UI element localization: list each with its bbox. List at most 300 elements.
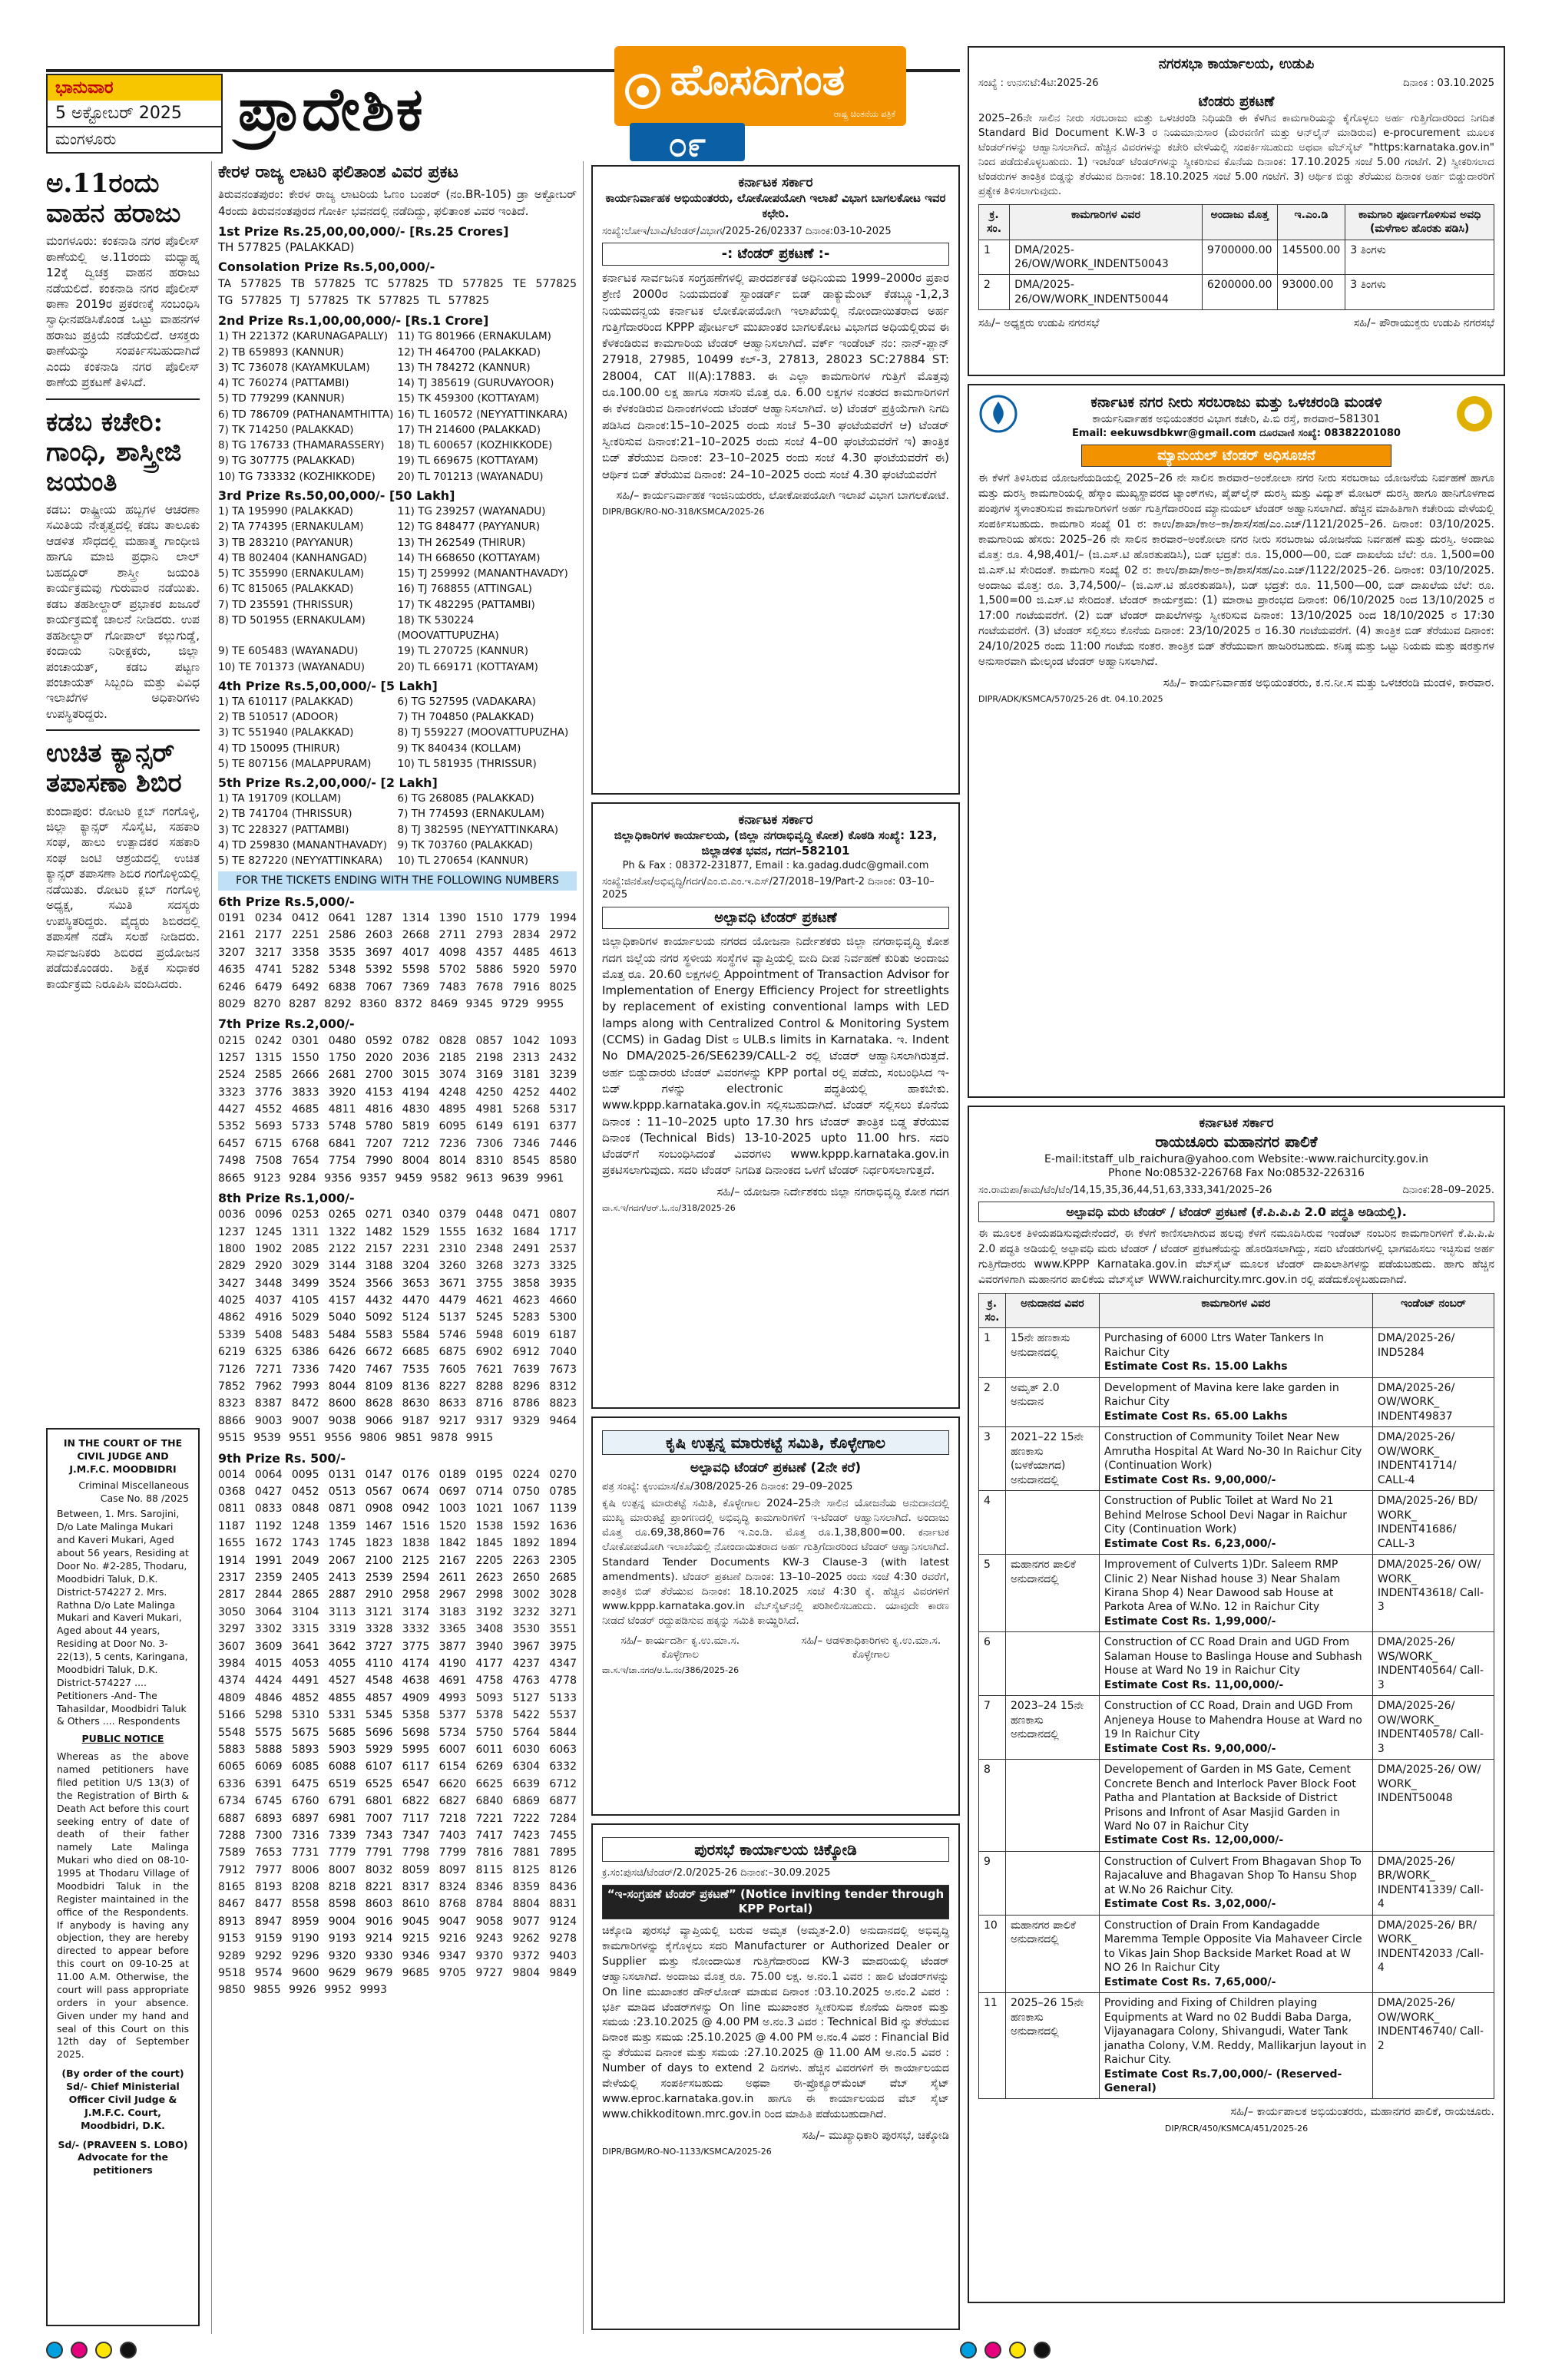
tender-ref-no: ಸಂಖ್ಯೆ:ಲೋಇ/ಬಾವಿ/ಟೆಂಡರ್/ವಿಭಾಗ/2025-26/02337 ದಿನಾಂಕ:03-10-2025	[602, 226, 892, 238]
table-cell-indent-text: DMA/2025-26/ OW/ WORK_ INDENT43618/ Call-3	[1377, 1559, 1484, 1614]
table-cell-grant	[1005, 1993, 1099, 2099]
table-row	[979, 1427, 1494, 1491]
tender-date: ದಿನಾಂಕ : 03.10.2025	[1403, 77, 1494, 89]
prize-entry: 10) TE 701373 (WAYANADU)	[218, 660, 366, 673]
prize-entry: 18) TK 530224 (MOOVATTUPUZHA)	[397, 613, 499, 642]
court-parties: Between, 1. Mrs. Sarojini, D/o Late Malinga Mukari and Kaveri Mukari, Aged about 56 years, Residing at Door No. #2-285, Thodaru, Moodbidri Taluk, D.K. District-574227 2. Mrs. Rathna D/o Late Malinga Mukari and Kaveri Mukari, Aged about 44 years, Residing at Door No. 3-22(13), 5 cents, Karingana, Moodbidri Taluk, D.K. District-574227 .... Petitioners -And- The Tahasildar, Moodbidri Taluk & Others .... Respondents	[57, 1508, 189, 1727]
table-cell-grant	[1005, 1377, 1099, 1426]
prize-3-list	[218, 504, 577, 675]
work-estimate: Estimate Cost Rs. 9,00,000/-	[1104, 1473, 1276, 1486]
table-cell-work	[1099, 1377, 1372, 1426]
table-cell: 93000.00	[1277, 275, 1345, 310]
prize-entry: 4) TD 259830 (MANANTHAVADY)	[218, 838, 388, 851]
work-estimate: Estimate Cost Rs. 11,00,000/-	[1104, 1678, 1284, 1691]
table-cell-indent	[1372, 1491, 1494, 1555]
tender-title: ಮ್ಯಾನುಯಲ್ ಟೆಂಡರ್ ಅಧಿಸೂಚನೆ	[1081, 445, 1391, 468]
prize-entry: 18) TL 600657 (KOZHIKKODE)	[397, 439, 553, 452]
table-cell-indent-text: DMA/2025-26/ OW/WORK_ INDENT40578/ Call-3	[1377, 1700, 1484, 1755]
tender-ref-no: ಸಂಖ್ಯೆ : ಉನಸ:ಟೆ:4ಟಿ:2025-26	[978, 77, 1099, 89]
table-row	[979, 1993, 1494, 2099]
header-city: ಮಂಗಳೂರು	[48, 126, 221, 150]
table-cell-grant	[1005, 1427, 1099, 1491]
table-cell-indent	[1372, 1696, 1494, 1760]
tender-body: ಕರ್ನಾಟಕ ಸಾರ್ವಜನಿಕ ಸಂಗ್ರಹಣೆಗಳಲ್ಲಿ ಪಾರದರ್ಶಕತೆ ಅಧಿನಿಯಮ 1999–2000ರ ಪ್ರಕಾರ ಶ್ರೇಣಿ 2000ರ ನಿಯಮದಂತೆ ಸ್ಟಾಂಡರ್ಡ್ ಬಿಡ್ ಡಾಕ್ಯುಮೆಂಟ್ ಕೆಡಬ್ಲ್ಯೂ-1,2,3 ನಿಯಮದನ್ವಯ ಕರ್ನಾಟಕ ಲೋಕೋಪಯೋಗಿ ಇಲಾಖೆಯಲ್ಲಿ ನೋಂದಾಯಿತರಾದ ಅರ್ಹ ಗುತ್ತಿಗೆದಾರರಿಂದ KPPP ಪೋರ್ಟಲ್ ಮುಖಾಂತರ ಬಾಗಲಕೋಟ ವಿಭಾಗದ ಅಧಿಯಲ್ಲಿರುವ ಈ ಕೆಳಕಂಡಿರುವ ಕಾಮಗಾರಿಯ ಟೆಂಡರ್ ಆಹ್ವಾನಿಸಲಾಗಿದೆ. ವರ್ಕ್ ಇಂಡೆಂಟ್ ನಂ: ನಾನ್-ಪ್ಲಾನ್ 27918, 27985, 10499 ಕಲ್‌-3, 27813, 28023 SC:27884 ST: 28004, CAT II(A):17883. ಈ ಎಲ್ಲಾ ಕಾಮಗಾರಿಗಳ ಗುತ್ತಿಗೆ ಮೊತ್ತವು ರೂ.100.00 ಲಕ್ಷ ಹಾಗೂ ಸರಾಸರಿ ಮೊತ್ತ ರೂ. 6.00 ಲಕ್ಷಗಳ ನಂತರದ ಕಾಮಗಾರಿಗಳಿಗೆ ಈ ಕೆಳಕಂಡಿರುವ ದಿನಾಂಕಗಳಂದು ಟೆಂಡರ್ ಆಹ್ವಾನಿಸಲಾಗಿದೆ. ಅ) ಟೆಂಡರ್ ಪ್ರಕ್ರಿಯೆಗಾಗಿ ನಿಗದಿ ಪಡಿಸಿದ ದಿನಾಂಕ:15–10–2025 ರಂದು ಸಂಜೆ 5–30 ಘಂಟೆಯವರೆಗೆ ಆ) ಟೆಂಡರ್ ಸ್ವೀಕರಿಸುವ ದಿನಾಂಕ:21–10–2025 ರಂದು ಸಂಜೆ 4–00 ಘಂಟೆಯವರೆಗೆ ಇ) ತಾಂತ್ರಿಕ ಬಿಡ್ ತೆರೆಯುವ ದಿನಾಂಕ: 23–10–2025 ರಂದು ಸಂಜೆ 4.30 ಘಂಟೆಯವರೆಗೆ ಈ) ಆರ್ಥಿಕ ಬಿಡ್ ತೆರೆಯುವ ದಿನಾಂಕ: 24–10–2025 ರಂದು ಸಂಜೆ 4.30 ಘಂಟೆಯವರೆಗೆ	[602, 270, 949, 481]
prize-entry: 7) TK 714250 (PALAKKAD)	[218, 423, 354, 436]
prize-entry: 10) TL 581935 (THRISSUR)	[397, 757, 537, 770]
work-estimate: Estimate Cost Rs. 6,23,000/-	[1104, 1537, 1276, 1550]
court-advocate: Sd/- (PRAVEEN S. LOBO) Advocate for the petitioners	[58, 2138, 188, 2177]
work-description: Construction of CC Road, Drain and UGD From Anjeneya House to Mahendra House at Ward no 19 In Raichur City	[1104, 1700, 1362, 1741]
table-cell-grant	[1005, 1491, 1099, 1555]
tender-signature-admin: ಸಹಿ/– ಆಡಳಿತಾಧಿಕಾರಿಗಳು ಕೃ.ಉ.ಮಾ.ಸ. ಕೊಳ್ಳೇಗಾಲ	[801, 1635, 941, 1661]
tender-body: 2025–26ನೇ ಸಾಲಿನ ನೀರು ಸರಬರಾಜು ಮತ್ತು ಒಳಚರಂಡಿ ನಿಧಿಯಡಿ ಈ ಕೆಳಗಿನ ಕಾಮಗಾರಿಯನ್ನು ಕೈಗೊಳ್ಳಲು ಅರ್ಹ ಗುತ್ತಿಗೆದಾರರಿಂದ ನಿಗದಿತ Standard Bid Document K.W-3 ರ ನಿಯಮಾನುಸಾರ (ಮೆರವಣಿಗೆ ಮತ್ತು ಆನ್‌ಲೈನ್ ಮಾಡಿರುವ) e-procurement ಮೂಲಕ ಟೆಂಡರ್‌ಗಳನ್ನು ಆಹ್ವಾನಿಸಲಾಗಿದೆ. ಹೆಚ್ಚಿನ ವಿವರಗಳನ್ನು ಕಚೇರಿ ವೇಳೆಯಲ್ಲಿ ಸಂಪರ್ಕಿಸಬಹುದು ಅಥವಾ ವೆಬ್‌ಸೈಟ್ "https:karnataka.gov.in" ನಿಂದ ಪಡೆದುಕೊಳ್ಳಬಹುದು. 1) ಇಂಟೆಂಡ್ ಟೆಂಡರ್‌ಗಳನ್ನು ಸ್ವೀಕರಿಸುವ ಕೊನೆಯ ದಿನಾಂಕ: 17.10.2025 ಸಂಜೆ 5.00 ಗಂಟೆಗೆ. 2) ಸ್ವೀಕರಿಸಲಾದ ಟೆಂಡರುಗಳ ತಾಂತ್ರಿಕ ಬಿಡ್ಡನ್ನು ತೆರೆಯುವ ದಿನಾಂಕ: 18.10.2025 ಸಂಜೆ 5.00 ಗಂಟೆಗೆ. 3) ಆರ್ಥಿಕ ಬಿಡ್ಡು ತೆರೆಯುವ ದಿನಾಂಕ ಅರ್ಹ ಬಿಡ್ಡುದಾರರಿಗೆ ಪ್ರತ್ಯೇಕ ತಿಳಿಸಲಾಗುವುದು.	[978, 111, 1494, 198]
table-header-cell: ಕ್ರ. ಸಂ.	[979, 1293, 1006, 1328]
table-cell-indent	[1372, 1377, 1494, 1426]
prize-entry: 20) TL 669171 (KOTTAYAM)	[397, 660, 538, 673]
tender-gov: ಕರ್ನಾಟಕ ಸರ್ಕಾರ	[738, 812, 813, 828]
work-description: Construction of Drain From Kandagadde Maremma Temple Opposite Via Mahaveer Circle to Vikas Jain Shop Backside Market Road at W NO 26 In Raichur City	[1104, 1919, 1362, 1975]
table-cell-grant	[1005, 1915, 1099, 1992]
table-cell-sl	[979, 1377, 1006, 1426]
prize-entry: 5) TD 779299 (KANNUR)	[218, 392, 345, 405]
work-estimate: Estimate Cost Rs. 1,99,000/-	[1104, 1615, 1276, 1628]
tender-office: ಪುರಸಭೆ ಕಾರ್ಯಾಲಯ ಚಿಕ್ಕೋಡಿ	[602, 1837, 949, 1862]
tender-meta	[978, 1184, 1494, 1197]
table-row	[979, 1328, 1494, 1377]
prize-entry: 16) TL 160572 (NEYYATTINKARA)	[397, 408, 568, 421]
work-description: Providing and Fixing of Children playing Equipments at Ward no 02 Buddi Baba Darga, Vijayanagara Colony, Shivangudi, Water Tank janatha Colony, V.M. Reddy, Mallikarjun layout in Raichur City.	[1104, 1997, 1367, 2067]
prize-6-numbers: 0191 0234 0412 0641 1287 1314 1390 1510 1779 1994 2161 2177 2251 2586 2603 2668 2711 2793 2834 2972 3207 3217 3358 3535 3697 4017 4098 4357 4485 4613 4635 4741 5282 5348 5392 5598 5702 5886 5920 5970 6246 6479 6492 6838 7067 7369 7483 7678 7916 8025 8029 8270 8287 8292 8360 8372 8469 9345 9729 9955	[218, 912, 577, 1010]
registration-mark	[960, 2342, 977, 2359]
prize-entry: 19) TL 270725 (KANNUR)	[397, 645, 528, 658]
table-cell-grant-text: ಮಹಾನಗರ ಪಾಲಿಕೆ ಅನುದಾನದಲ್ಲಿ	[1010, 1559, 1076, 1585]
table-cell-sl	[979, 1555, 1006, 1632]
registration-mark	[71, 2342, 88, 2359]
table-cell: DMA/2025-26/OW/WORK_INDENT50044	[1010, 275, 1203, 310]
prize-entry: 9) TK 840434 (KOLLAM)	[397, 742, 521, 755]
work-description: Construction of Culvert From Bhagavan Shop To Rajacaluve and Bhagavan Shop To Hansu Shop at W.No 26 Raichur City.	[1104, 1855, 1362, 1896]
court-notice-title: PUBLIC NOTICE	[81, 1733, 164, 1745]
table-cell-sl-text: 7	[984, 1700, 991, 1713]
tender-apmc-kollegal	[591, 1416, 960, 1816]
table-cell-indent-text: DMA/2025-26/ BD/ WORK_ INDENT41686/ CALL-3	[1377, 1495, 1477, 1550]
section-title: ಪ್ರಾದೇಶಿಕ	[238, 74, 425, 144]
table-cell-indent-text: DMA/2025-26/ OW/WORK_ INDENT49837	[1377, 1381, 1455, 1423]
table-row	[979, 240, 1494, 275]
certification-badge-icon	[1454, 394, 1494, 438]
registration-marks-right	[960, 2342, 1051, 2359]
table-cell: 9700000.00	[1202, 240, 1277, 275]
table-cell-sl-text: 4	[984, 1495, 991, 1508]
tender-dipr-ref: DIP/RCR/450/KSMCA/451/2025-26	[1164, 2123, 1309, 2134]
table-cell-sl	[979, 1760, 1006, 1852]
news-body: ಮಂಗಳೂರು: ಕಂಕನಾಡಿ ನಗರ ಪೊಲೀಸ್ ಠಾಣೆಯಲ್ಲಿ ಅ.11ರಂದು ಮಧ್ಯಾಹ್ನ 12ಕ್ಕೆ ದ್ವಿಚಕ್ರ ವಾಹನ ಹರಾಜು ನಡೆಯಲಿದೆ. ಕಂಕನಾಡಿ ನಗರ ಪೊಲೀಸ್ ಠಾಣಾ 2019ರ ಪ್ರಕರಣಕ್ಕೆ ಸಂಬಂಧಿಸಿ ಸ್ವಾಧೀನಪಡಿಸಿಕೊಂಡ ಒಟ್ಟು ವಾಹನಗಳ ಹರಾಜು ಪ್ರಕ್ರಿಯೆ ನಡೆಯಲಿದೆ. ಆಸಕ್ತರು ಠಾಣೆಯನ್ನು ಸಂಪರ್ಕಿಸಬಹುದಾಗಿದೆ ಎಂದು ಕಂಕನಾಡಿ ನಗರ ಪೊಲೀಸ್ ಠಾಣೆಯ ಪ್ರಕಟಣೆ ತಿಳಿಸಿದೆ.	[46, 234, 200, 390]
prize-entry: 10) TL 270654 (KANNUR)	[397, 854, 528, 868]
table-cell-grant-text: 2021–22 15ನೇ ಹಣಕಾಸು (ಬಳಕೆಯಾಗದ) ಅನುದಾನದಲ್ಲಿ	[1010, 1431, 1084, 1486]
prize-entry: 17) TH 214600 (PALAKKAD)	[397, 423, 541, 436]
tender-gadag-dudc	[591, 802, 960, 1409]
news-gandhi-jayanti	[46, 408, 200, 732]
table-cell-grant-text: 2025–26 15ನೇ ಹಣಕಾಸು ಅನುದಾನದಲ್ಲಿ	[1010, 1997, 1084, 2038]
consolation-heading: Consolation Prize Rs.5,00,000/-	[218, 259, 435, 275]
prize-entry: 4) TC 760274 (PATTAMBI)	[218, 377, 349, 390]
table-cell-indent	[1372, 1915, 1494, 1992]
table-row	[979, 1377, 1494, 1426]
tender-title: ಟೆಂಡರು ಪ್ರಕಟಣೆ	[1198, 93, 1275, 110]
table-cell: 3 ತಿಂಗಳು	[1345, 240, 1494, 275]
table-row	[979, 1491, 1494, 1555]
table-cell-work	[1099, 1915, 1372, 1992]
consolation-numbers: TA 577825 TB 577825 TC 577825 TD 577825 TE 577825 TG 577825 TJ 577825 TK 577825 TL 577825	[218, 277, 577, 307]
prize-5-list	[218, 791, 577, 868]
tender-address: ಕಾರ್ಯನಿರ್ವಾಹಕ ಅಭಿಯಂತರರ ವಿಭಾಗ ಕಚೇರಿ, ಪಿ.ಬಿ ರಸ್ತೆ, ಕಾರವಾರ–581301	[1092, 413, 1381, 426]
tender-title: ಅಲ್ಪಾವಧಿ ಮರು ಟೆಂಡರ್ / ಟೆಂಡರ್ ಪ್ರಕಟಣೆ (ಕೆ.ಪಿ.ಪಿ.ಪಿ 2.0 ಪದ್ಧತಿ ಅಡಿಯಲ್ಲಿ).	[978, 1202, 1494, 1222]
table-cell-indent-text: DMA/2025-26/ BR/ WORK_ INDENT42033 /Call-4	[1377, 1919, 1484, 1975]
table-cell-indent-text: DMA/2025-26/ OW/WORK_ INDENT41714/ CALL-4	[1377, 1431, 1457, 1486]
prize-entry: 12) TG 848477 (PAYYANUR)	[397, 521, 541, 534]
header-date-block	[46, 74, 223, 154]
tender-signatures	[602, 1635, 949, 1662]
prize-entry: 17) TK 482295 (PATTAMBI)	[397, 598, 535, 611]
table-cell-grant-text: 15ನೇ ಹಣಕಾಸು ಅನುದಾನದಲ್ಲಿ	[1010, 1332, 1070, 1359]
table-header-cell: ಅಂದಾಜು ಮೊತ್ತ	[1202, 204, 1277, 240]
tender-office: ಕರ್ನಾಟಕ ನಗರ ನೀರು ಸರಬರಾಜು ಮತ್ತು ಒಳಚರಂಡಿ ಮಂಡಳಿ	[1090, 394, 1382, 411]
prize-entry: 1) TA 191709 (KOLLAM)	[218, 792, 342, 805]
tender-udupi-cmc	[968, 46, 1505, 376]
prize-entry: 19) TL 669675 (KOTTAYAM)	[397, 455, 538, 468]
tender-office: ಜಿಲ್ಲಾಧಿಕಾರಿಗಳ ಕಾರ್ಯಾಲಯ, (ಜಿಲ್ಲಾ ನಗರಾಭಿವೃದ್ಧಿ ಕೋಶ) ಕೊಠಡಿ ಸಂಖ್ಯೆ: 123, ಜಿಲ್ಲಾಡಳಿತ ಭವನ, ಗದಗ–582101	[614, 828, 938, 858]
prize-6-heading: 6th Prize Rs.5,000/-	[218, 894, 355, 909]
table-cell-work	[1099, 1328, 1372, 1377]
registration-mark	[1034, 2342, 1051, 2359]
table-cell: 2	[979, 275, 1010, 310]
table-header-cell: ಕಾಮಗಾರಿ ಪೂರ್ಣಗೊಳಿಸುವ ಅವಧಿ (ಮಳೆಗಾಲ ಹೊರತು ಪಡಿಸಿ)	[1345, 204, 1494, 240]
tender-signature: ಸಹಿ/– ಕಾರ್ಯನಿರ್ವಾಹಕ ಇಂಜಿನಿಯರರು, ಲೋಕೋಪಯೋಗಿ ಇಲಾಖೆ ವಿಭಾಗ ಬಾಗಲಕೋಟೆ.	[616, 489, 949, 502]
prize-entry: 6) TG 527595 (VADAKARA)	[397, 695, 536, 708]
ending-numbers-band: FOR THE TICKETS ENDING WITH THE FOLLOWING NUMBERS	[218, 871, 577, 890]
prize-entry: 4) TD 150095 (THIRUR)	[218, 742, 340, 755]
table-header-cell: ಅನುದಾನದ ವಿವರ	[1005, 1293, 1099, 1328]
tender-gov: ಕರ್ನಾಟಕ ಸರ್ಕಾರ	[1199, 1116, 1274, 1131]
prize-9-numbers: 0014 0064 0095 0131 0147 0176 0189 0195 0224 0270 0368 0427 0452 0513 0567 0674 0697 0714 0750 0785 0811 0833 0848 0871 0908 0942 1003 1021 1067 1139 1187 1192 1248 1359 1467 1516 1520 1538 1592 1636 1655 1672 1743 1745 1823 1838 1842 1845 1892 1894 1914 1991 2049 2067 2100 2125 2167 2205 2263 2305 2317 2359 2405 2413 2539 2594 2611 2623 2650 2685 2817 2844 2865 2887 2910 2958 2967 2998 3002 3028 3050 3064 3104 3113 3121 3174 3183 3192 3232 3271 3297 3302 3315 3319 3328 3332 3365 3408 3530 3551 3607 3609 3641 3642 3727 3775 3877 3940 3967 3975 3984 4015 4053 4055 4110 4174 4190 4177 4237 4347 4374 4424 4491 4527 4548 4638 4691 4758 4763 4778 4809 4846 4852 4855 4857 4909 4993 5093 5127 5133 5166 5298 5310 5331 5345 5358 5377 5378 5422 5537 5548 5575 5675 5685 5696 5698 5734 5750 5764 5844 5883 5888 5893 5903 5929 5995 6007 6011 6030 6063 6065 6069 6085 6088 6107 6117 6154 6269 6304 6332 6336 6391 6475 6519 6525 6547 6620 6625 6639 6712 6734 6745 6760 6791 6801 6822 6827 6840 6869 6877 6887 6893 6897 6981 7007 7117 7218 7221 7222 7284 7288 7300 7316 7339 7343 7347 7403 7417 7423 7455 7589 7653 7731 7779 7791 7798 7799 7816 7881 7895 7912 7977 8006 8007 8032 8059 8097 8115 8125 8126 8165 8193 8208 8218 8221 8317 8324 8346 8359 8436 8467 8477 8558 8598 8603 8610 8768 8784 8804 8831 8913 8947 8959 9004 9016 9045 9047 9058 9077 9124 9153 9159 9190 9193 9214 9215 9216 9243 9262 9278 9289 9292 9296 9320 9330 9346 9347 9370 9372 9403 9518 9574 9600 9629 9679 9685 9705 9727 9804 9849 9850 9855 9926 9952 9993	[218, 1468, 577, 1997]
column-news	[46, 169, 200, 1413]
prize-entry: 13) TH 262549 (THIRUR)	[397, 536, 526, 549]
prize-7-heading: 7th Prize Rs.2,000/-	[218, 1016, 355, 1032]
prize-entry: 5) TE 827220 (NEYYATTINKARA)	[218, 854, 383, 868]
table-cell-sl-text: 8	[984, 1764, 991, 1777]
court-signature: (By order of the court) Sd/- Chief Ministerial Officer Civil Judge & J.M.F.C. Court, Moodbidri, D.K.	[61, 2068, 184, 2131]
court-notice-body: Whereas as the above named petitioners have filed petition U/S 13(3) of the Registration of Birth & Death Act before this court seeking entry of date of death of their father namely Late Malinga Mukari who died on 08-10-1995 at Thodaru Village of Moodbidri Taluk in the Register maintained in the office of the Respondents. If anybody is having any objection, they are hereby directed to appear before this court on 09-10-25 at 11.00 A.M. Otherwise, the court will pass appropriate orders in your absence. Given under my hand and seal of this Court on this 12th day of September 2025.	[57, 1750, 189, 2061]
news-body: ಕಡಬ: ರಾಷ್ಟ್ರೀಯ ಹಬ್ಬಗಳ ಆಚರಣಾ ಸಮಿತಿಯ ನೇತೃತ್ವದಲ್ಲಿ ಕಡಬ ತಾಲೂಕು ಆಡಳಿತ ಸೌಧದಲ್ಲಿ ಮಹಾತ್ಮ ಗಾಂಧೀಜಿ ಹಾಗೂ ಮಾಜಿ ಪ್ರಧಾನಿ ಲಾಲ್ ಬಹದ್ದೂರ್ ಶಾಸ್ತ್ರೀ ಜಯಂತಿ ಕಾರ್ಯಕ್ರಮವು ಗುರುವಾರ ನಡೆಯಿತು. ಕಡಬ ತಹಶೀಲ್ದಾರ್ ಪ್ರಭಾಕರ ಖಜೂರೆ ಕಾರ್ಯಕ್ರಮಕ್ಕೆ ಚಾಲನೆ ನೀಡಿದರು. ಉಪ ತಹಶೀಲ್ದಾರ್ ಗೋಪಾಲ್ ಕಲ್ಲುಗುಡ್ಡೆ, ಕಂದಾಯ ನಿರೀಕ್ಷಕರು, ಜಿಲ್ಲಾ ಪಂಚಾಯತ್, ಕಡಬ ಪಟ್ಟಣ ಪಂಚಾಯತ್ ಸಿಬ್ಬಂದಿ ಮತ್ತು ವಿವಿಧ ಇಲಾಖೆಗಳ ಅಧಿಕಾರಿಗಳು ಉಪಸ್ಥಿತರಿದ್ದರು.	[46, 503, 200, 721]
kuwsdb-emblem-icon	[978, 394, 1018, 438]
table-cell-indent	[1372, 1993, 1494, 2099]
paper-name: ಹೊಸದಿಗಂತ	[670, 55, 845, 105]
lottery-title: ಕೇರಳ ರಾಜ್ಯ ಲಾಟರಿ ಫಲಿತಾಂಶ ವಿವರ ಪ್ರಕಟ	[218, 163, 458, 182]
tender-body: ಈ ಮೂಲಕ ತಿಳಿಯಪಡಿಸುವುದೇನೆಂದರೆ, ಈ ಕೆಳಗೆ ಕಾಣಿಸಲಾಗಿರುವ ಹಲವು ಕೆಳಗೆ ನಮೂದಿಸಿರುವ ಇಂಡೆಂಟ್ ನಂಬರಿನ ಕಾಮಗಾರಿಗಳಿಗೆ ಕೆ.ಪಿ.ಪಿ.ಪಿ 2.0 ಪದ್ಧತಿ ಅಡಿಯಲ್ಲಿ ಅಲ್ಪಾವಧಿ ಮರು ಟೆಂಡರ್ / ಟೆಂಡರ್ ಪ್ರಕಟಣೆಯನ್ನು ಹೊರಡಿಸಲಾಗಿದ್ದು, ಸದರಿ ಟೆಂಡರುಗಳಲ್ಲಿ ಭಾಗವಹಿಸಲು ಇಚ್ಛಿಸುವ ಅರ್ಹ ಗುತ್ತಿಗೆದಾರರು www.KPPP Karnataka.gov.in ವೆಬ್‌ಸೈಟ್ ಮೂಲಕ ಟೆಂಡರ್ ದಾಖಲಾತಿಗಳನ್ನು ಪಡೆಯಬಹುದು. ಹಾಗು ಹೆಚ್ಚಿನ ವಿವರಗಳಿಗಾಗಿ ಮಹಾನಗರ ಪಾಲಿಕೆಯ ವೆಬ್‌ಸೈಟ್ WWW.raichurcity.mrc.gov.in ರಲ್ಲಿ ಪಡೆದುಕೊಳ್ಳಬಹುದಾಗಿದೆ.	[978, 1228, 1494, 1286]
prize-7-numbers: 0215 0242 0301 0480 0592 0782 0828 0857 1042 1093 1257 1315 1550 1750 2020 2036 2185 2198 2313 2432 2524 2585 2666 2681 2700 3015 3074 3169 3181 3239 3323 3776 3833 3920 4153 4194 4248 4250 4252 4402 4427 4552 4685 4811 4816 4830 4895 4981 5268 5317 5352 5693 5733 5748 5780 5819 6095 6149 6191 6377 6457 6715 6768 6841 7207 7212 7236 7306 7346 7446 7498 7508 7654 7754 7990 8004 8014 8310 8545 8580 8665 9123 9284 9356 9357 9459 9582 9613 9639 9961	[218, 1034, 577, 1185]
table-header-cell: ಇಂಡೆಂಟ್ ನಂಬರ್	[1372, 1293, 1494, 1328]
prize-entry: 9) TK 703760 (PALAKKAD)	[397, 838, 534, 851]
prize-9-heading: 9th Prize Rs. 500/-	[218, 1450, 346, 1466]
table-header-cell: ಕಾಮಗಾರಿಗಳ ವಿವರ	[1099, 1293, 1372, 1328]
registration-mark	[120, 2342, 137, 2359]
prize-entry: 11) TG 801966 (ERNAKULAM)	[397, 330, 551, 343]
prize-entry: 7) TH 774593 (ERNAKULAM)	[397, 808, 545, 821]
work-description: Construction of Community Toilet Near New Amrutha Hospital At Ward No-30 In Raichur City (Continuation Work)	[1104, 1431, 1362, 1473]
tender-title: -: ಟೆಂಡರ್ ಪ್ರಕಟಣೆ :-	[602, 243, 949, 266]
prize-4-list	[218, 694, 577, 772]
news-title: ಅ.11ರಂದು ವಾಹನ ಹರಾಜು	[46, 169, 181, 230]
prize-entry: 1) TA 195990 (PALAKKAD)	[218, 505, 353, 517]
tender-signature-commissioner: ಸಹಿ/– ಪೌರಾಯುಕ್ತರು ಉಡುಪಿ ನಗರಸಭೆ	[1353, 317, 1494, 330]
table-cell-sl-text: 2	[984, 1381, 991, 1394]
registration-mark	[984, 2342, 1001, 2359]
tender-gov: ಕರ್ನಾಟಕ ಸರ್ಕಾರ	[738, 175, 813, 190]
prize-entry: 8) TD 501955 (ERNAKULAM)	[218, 613, 366, 626]
table-cell-sl	[979, 1915, 1006, 1992]
work-estimate: Estimate Cost Rs. 15.00 Lakhs	[1104, 1360, 1288, 1373]
table-cell-sl-text: 6	[984, 1636, 991, 1649]
prize-entry: 1) TA 610117 (PALAKKAD)	[218, 695, 353, 708]
table-cell-grant	[1005, 1851, 1099, 1915]
work-description: Developement of Garden in MS Gate, Cement Concrete Bench and Interlock Paver Block Foot Patha and Plantation at Backside of District Prisons and Infront of Asar Masjid Garden in Ward No 07 in Raichur City	[1104, 1764, 1356, 1833]
table-cell-indent	[1372, 1851, 1494, 1915]
table-cell-indent	[1372, 1760, 1494, 1852]
prize-8-numbers: 0036 0096 0253 0265 0271 0340 0379 0448 0471 0807 1237 1245 1311 1322 1482 1529 1555 1632 1684 1717 1800 1902 2085 2122 2157 2231 2310 2348 2491 2537 2829 2920 3029 3144 3188 3204 3260 3268 3273 3325 3427 3448 3499 3524 3566 3653 3671 3755 3858 3935 4025 4037 4105 4157 4432 4470 4479 4621 4623 4660 4862 4916 5029 5040 5092 5124 5137 5245 5283 5300 5339 5408 5483 5484 5583 5584 5746 5948 6019 6187 6219 6325 6386 6426 6672 6685 6875 6902 6912 7040 7126 7271 7336 7420 7467 7535 7605 7621 7639 7673 7852 7962 7993 8044 8109 8136 8227 8288 8296 8312 8323 8387 8472 8600 8628 8630 8633 8716 8786 8823 8866 9003 9007 9038 9066 9187 9217 9317 9329 9464 9515 9539 9551 9556 9806 9851 9878 9915	[218, 1208, 577, 1445]
table-cell-work	[1099, 1993, 1372, 2099]
prize-entry: 14) TH 668650 (KOTTAYAM)	[397, 551, 541, 564]
prize-entry: 9) TE 605483 (WAYANADU)	[218, 645, 359, 658]
paper-emblem-icon	[625, 74, 660, 109]
tender-ref-no: ಸಂ.ರಾಮಪಾ/ಕಾಮ/ಟೆಂ/ಟೆಂ/14,15,35,36,44,51,63,333,341/2025–26	[978, 1184, 1272, 1196]
prize-5-heading: 5th Prize Rs.2,00,000/- [2 Lakh]	[218, 775, 438, 791]
table-cell-sl-text: 11	[984, 1997, 998, 2010]
prize-entry: 20) TL 701213 (WAYANADU)	[397, 470, 544, 483]
prize-entry: 5) TE 807156 (MALAPPURAM)	[218, 757, 372, 770]
prize-entry: 1) TH 221372 (KARUNAGAPALLY)	[218, 330, 389, 343]
prize-entry: 11) TG 239257 (WAYANADU)	[397, 505, 546, 517]
paper-logo	[614, 46, 906, 126]
work-estimate: Estimate Cost Rs. 65.00 Lakhs	[1104, 1410, 1288, 1423]
prize-entry: 16) TJ 768855 (ATTINGAL)	[397, 583, 532, 596]
tender-date: ದಿನಾಂಕ:28–09–2025.	[1402, 1184, 1494, 1196]
table-cell-indent	[1372, 1555, 1494, 1632]
court-heading: IN THE COURT OF THE CIVIL JUDGE AND J.M.F.C. MOODBIDRI	[63, 1437, 183, 1475]
tender-meta	[978, 77, 1494, 90]
prize-2-heading: 2nd Prize Rs.1,00,00,000/- [Rs.1 Crore]	[218, 313, 489, 329]
prize-entry: 3) TB 283210 (PAYYANUR)	[218, 536, 353, 549]
tender-signature: ಸಹಿ/– ಮುಖ್ಯಾಧಿಕಾರಿ ಪುರಸಭೆ, ಚಿಕ್ಕೋಡಿ	[802, 2129, 949, 2142]
table-row	[979, 1760, 1494, 1852]
registration-marks-left	[46, 2342, 137, 2359]
table-cell-work	[1099, 1632, 1372, 1696]
prize-entry: 3) TC 228327 (PATTAMBI)	[218, 823, 349, 836]
tender-ref-no: ಕ್ರ.ಸಂ:ಪುಸಚಿ/ಟೆಂಡರ್/2.0/2025-26 ದಿನಾಂಕ:–30.09.2025	[602, 1867, 831, 1879]
table-header-cell: ಇ.ಎಂ.ಡಿ	[1277, 204, 1345, 240]
tender-office: ಕಾರ್ಯನಿರ್ವಾಹಕ ಅಭಿಯಂತರರು, ಲೋಕೋಪಯೋಗಿ ಇಲಾಖೆ ವಿಭಾಗ ಬಾಗಲಕೋಟ ಇವರ ಕಛೇರಿ.	[605, 191, 946, 221]
tender-dipr-ref: DIPR/BGM/RO-NO-1133/KSMCA/2025-26	[602, 2146, 772, 2157]
tender-body: ಈ ಕೆಳಗೆ ತಿಳಿಸಿರುವ ಯೋಜನೆಯಡಿಯಲ್ಲಿ 2025–26 ನೇ ಸಾಲಿನ ಕಾರವಾರ–ಅಂಕೋಲಾ ನಗರ ನೀರು ಸರಬರಾಜು ಯೋಜನೆಯ ನಿರ್ವಹಣೆ ಹಾಗೂ ಮತ್ತು ದುರಸ್ತಿ ಕಾಮಗಾರಿಯಲ್ಲಿ ಹೆಸ್ಕಾಂ ಮುಖ್ಯಸ್ಥಾವರದ ಟ್ಯಾಂಕ್‌ಗಳು, ಪೈಪ್‌ಲೈನ್ ದುರಸ್ತಿ ಮತ್ತು ವಿದ್ಯುತ್ ಮೋಟರ್ ದುರಸ್ತಿ ಹಾಗೂ ಹಾನಿಗೊಳಗಾದ ಪಂಪುಗಳ ಸ್ಥಳಾಂತರಿಸುವ ಕಾಮಗಾರಿಗಳಿಗೆ ಅರ್ಹ ಗುತ್ತಿಗೆದಾರರಿಂದ ಮ್ಯಾನುಯಲ್ ಟೆಂಡರ್ ಅಹ್ವಾನಿಸಲಾಗಿದೆ. ಹೆಚ್ಚಿನ ಮಾಹಿತಿಗಾಗಿ ಕಚೇರಿಯ ವೇಳೆಯಲ್ಲಿ ಸಂಪರ್ಕಿಸಬಹುದು. ಕಾಮಗಾರಿ ಸಂಖ್ಯೆ 01 ರ: ಕಾಉ/ಶಾಖಾ/ಕಾಅ–ಕಾ/ಶಾಸ/ಸಹ/ಎಂ.ಎಚ್/1121/2025–26. ದಿನಾಂಕ: 03/10/2025. ಕಾಮಗಾರಿಯ ಹೆಸರು: 2025–26 ನೇ ಸಾಲಿನ ಕಾರವಾರ–ಅಂಕೋಲಾ ನಗರ ನೀರು ಸರಬರಾಜು ಯೋಜನೆಯ ನಿರ್ವಹಣೆ ಮತ್ತು ದುರಸ್ತಿ. ಅಂದಾಜು ಮೊತ್ತ: ರೂ. 4,98,401/– (ಜಿ.ಎಸ್.ಟಿ ಹೊರತುಪಡಿಸಿ), ಬಿಡ್ ಭದ್ರತೆ: ರೂ. 15,000—00, ಬಿಡ್ ದಾಖಲೆಯ ಬೆಲೆ: ರೂ. 1,500=00 ಜಿ.ಎಸ್.ಟಿ ಸೇರಿದಂತೆ. ಕಾಮಗಾರಿ ಸಂಖ್ಯೆ 02 ರ: ಕಾಉ/ಶಾಖಾ/ಕಾಅ–ಕಾ/ಶಾಸ/ಸಹ/ಎಂ.ಎಚ್/1122/2025–26. ದಿನಾಂಕ: 03/10/2025. ಅಂದಾಜು ಮೊತ್ತ: ರೂ. 3,74,500/– (ಜಿ.ಎಸ್.ಟಿ ಹೊರತುಪಡಿಸಿ), ಬಿಡ್ ಭದ್ರತೆ: ರೂ. 11,500—00, ಬಿಡ್ ದಾಖಲೆಯ ಬೆಲೆ: ರೂ. 1,500=00 ಜಿ.ಎಸ್.ಟಿ ಸೇರಿದಂತೆ. ಟೆಂಡರ್ ಕಾರ್ಯಕ್ರಮ: (1) ಮಾರಾಟ ಪ್ರಾರಂಭದ ದಿನಾಂಕ: 06/10/2025 ರಿಂದ 13/10/2025 ರ 17:00 ಗಂಟೆಯವರೆಗೆ. (2) ಬಿಡ್ ಟೆಂಡರ್ ದಾಖಲೆಗಳನ್ನು ಸ್ವೀಕರಿಸುವ ದಿನಾಂಕ: 13/10/2025 ರಿಂದ 18/10/2025 ರ 17:30 ಗಂಟೆಯವರೆಗೆ. (3) ಟೆಂಡರ್ ಸಲ್ಲಿಸಲು ಕೊನೆಯ ದಿನಾಂಕ: 23/10/2025 ರ 16.30 ಗಂಟೆಯವರೆಗೆ. (4) ತಾಂತ್ರಿಕ ಬಿಡ್ ತೆರೆಯುವ ದಿನಾಂಕ: 24/10/2025 ರಂದು 11:00 ಗಂಟೆಯ ನಂತರ. ತಾಂತ್ರಿಕ ಬಿಡ್ ತೆರೆಯುವಾಗ ಹಾಜರಿರಬಹುದು. ಕನಿಷ್ಠ ಮತ್ತು ಒಟ್ಟು ನಿಯಮ ಮತ್ತು ಷರತ್ತುಗಳ ಅನುಸಾರವಾಗಿ ಮೇಲ್ಕಂಡ ಟೆಂಡರ್ ಅಹ್ವಾನಿಸಲಾಗಿದೆ.	[978, 472, 1494, 668]
work-description: Purchasing of 6000 Ltrs Water Tankers In Raichur City	[1104, 1332, 1324, 1359]
tender-dipr-ref: DIPR/BGK/RO-NO-318/KSMCA/2025-26	[602, 506, 765, 517]
work-estimate: Estimate Cost Rs.7,00,000/- (Reserved-General)	[1104, 2068, 1342, 2094]
prize-entry: 14) TJ 385619 (GURUVAYOOR)	[397, 377, 554, 390]
work-description: Development of Mavina kere lake garden in Raichur City	[1104, 1381, 1339, 1409]
table-cell-indent-text: DMA/2025-26/ BR/WORK_ INDENT41339/ Call-4	[1377, 1855, 1484, 1911]
table-cell-indent	[1372, 1427, 1494, 1491]
tender-signature: ಸಹಿ/– ಯೋಜನಾ ನಿರ್ದೇಶಕರು ಜಿಲ್ಲಾ ನಗರಾಭಿವೃದ್ಧಿ ಕೋಶ ಗದಗ	[716, 1185, 949, 1198]
table-cell-sl	[979, 1427, 1006, 1491]
table-cell-work	[1099, 1427, 1372, 1491]
tender-title: ಅಲ್ಪಾವಧಿ ಟೆಂಡರ್ ಪ್ರಕಟಣೆ	[602, 907, 949, 930]
tender-contact: Email: eekuwsdbkwr@gmail.com ದೂರವಾಣಿ ಸಂಖ್ಯೆ: 08382201080	[1072, 427, 1401, 439]
lottery-intro: ತಿರುವನಂತಪುರಂ: ಕೇರಳ ರಾಜ್ಯ ಲಾಟರಿಯ ಓಣಂ ಬಂಪರ್ (ನಂ.BR-105) ಡ್ರಾ ಅಕ್ಟೋಬರ್ 4ರಂದು ತಿರುವನಂತಪುರದ ಗೋರ್ಕಿ ಭವನದಲ್ಲಿ ನಡೆದಿದ್ದು, ಫಲಿತಾಂಶ ವಿವರ ಇಂತಿದೆ.	[218, 187, 577, 218]
prize-entry: 4) TB 802404 (KANHANGAD)	[218, 551, 367, 564]
table-cell: 1	[979, 240, 1010, 275]
table-cell-indent	[1372, 1632, 1494, 1696]
header-day: ಭಾನುವಾರ	[48, 75, 221, 101]
tender-signature: ಸಹಿ/– ಕಾರ್ಯಪಾಲಕ ಅಭಿಯಂತರರು, ಮಹಾನಗರ ಪಾಲಿಕೆ, ರಾಯಚೂರು.	[1230, 2106, 1494, 2119]
prize-entry: 3) TC 551940 (PALAKKAD)	[218, 726, 354, 739]
table-cell-indent	[1372, 1328, 1494, 1377]
tender-body: ಜಿಲ್ಲಾಧಿಕಾರಿಗಳ ಕಾರ್ಯಾಲಯ ನಗರದ ಯೋಜನಾ ನಿರ್ದೇಶಕರು ಜಿಲ್ಲಾ ನಗರಾಭಿವೃದ್ಧಿ ಕೋಶ ಗದಗ ಜಿಲ್ಲೆಯ ನಗರ ಸ್ಥಳೀಯ ಸಂಸ್ಥೆಗಳ ವ್ಯಾಪ್ತಿಯಲ್ಲಿ ಬೀದಿ ದೀಪ ನಿರ್ವಹಣೆ ಕುರಿತು ಅಂದಾಜು ಮೊತ್ತ ರೂ. 20.60 ಲಕ್ಷಗಳಲ್ಲಿ Appointment of Transaction Advisor for Implementation of Energy Efficiency Project for streetlights by replacement of existing conventional lamps with LED lamps along with Centralized Control & Monitoring System (CCMS) in Gadag Dist ೮ ULB.s limits in Karnataka. ಇ. Indent No DMA/2025-26/SE6239/CALL-2 ರಲ್ಲಿ ಟೆಂಡರ್ ಆಹ್ವಾನಿಸಲಾಗಿರುತ್ತದೆ. ಅರ್ಹ ಬಿಡ್ಡುದಾರರು ಟೆಂಡರ್ ವಿವರಗಳನ್ನು KPP portal ರಲ್ಲಿ ಪಡೆದು, ಸಂಬಂಧಿಸಿದ ಇ-ಬಿಡ್ ಗಳನ್ನು electronic ಪದ್ಧತಿಯಲ್ಲಿ ಹಾಕಬೇಕು. www.kppp.karnataka.gov.in ಸಲ್ಲಿಸಬಹುದಾಗಿದೆ. ಟೆಂಡರ್ ಸಲ್ಲಿಸಲು ಕೊನೆಯ ದಿನಾಂಕ : 11–10–2025 upto 17.30 hrs ಟೆಂಡರ್ ತಾಂತ್ರಿಕ ಬಿಡ್ಡ ತೆರೆಯುವ ದಿನಾಂಕ (Technical Bids) 13-10-2025 upto 11.00 hrs. ಸದರಿ ಟೆಂಡರ್‌ಗೆ ಸಂಬಂಧಿಸಿದಂತೆ ವಿವರಗಳು www.kppp.karnataka.gov.in ಪ್ರಕಟಿಸಲಾಗುವುದು. ಸದರಿ ಟೆಂಡರ್ ನಿಗದಿತ ದಿನಾಂಕದ ಒಳಗೆ ಟೆಂಡರ್ ನಿರ್ಧರಿಸಲಾಗುತ್ತದೆ.	[602, 934, 949, 1178]
tender-dipr-ref: ವಾ.ಸ.ಇ/ಗದಗ/ಆರ್.ಓ.ನಂ/318/2025-26	[602, 1202, 736, 1213]
table-header-cell: ಕ್ರ. ಸಂ.	[979, 204, 1010, 240]
tender-contact: Ph & Fax : 08372-231877, Email : ka.gadag.dudc@gmail.com	[622, 860, 929, 872]
news-vehicle-auction	[46, 169, 200, 400]
registration-mark	[95, 2342, 112, 2359]
prize-entry: 8) TJ 382595 (NEYYATTINKARA)	[397, 823, 559, 836]
table-row	[979, 1915, 1494, 1992]
table-cell-grant	[1005, 1328, 1099, 1377]
table-row	[979, 275, 1494, 310]
table-cell-work	[1099, 1851, 1372, 1915]
table-cell-indent-text: DMA/2025-26/ OW/WORK_ INDENT46740/ Call-2	[1377, 1997, 1484, 2052]
tender-office: ನಗರಸಭಾ ಕಾರ್ಯಾಲಯ, ಉಡುಪಿ	[1158, 56, 1315, 72]
prize-entry: 8) TG 176733 (THAMARASSERY)	[218, 439, 385, 452]
news-title: ಕಡಬ ಕಚೇರಿ: ಗಾಂಧಿ, ಶಾಸ್ತ್ರೀಜಿ ಜಯಂತಿ	[46, 406, 182, 497]
prize-entry: 6) TC 815065 (PALAKKAD)	[218, 583, 354, 596]
prize-entry: 8) TJ 559227 (MOOVATTUPUZHA)	[397, 726, 569, 739]
tender-body: ಕೃಷಿ ಉತ್ಪನ್ನ ಮಾರುಕಟ್ಟೆ ಸಮಿತಿ, ಕೊಳ್ಳೇಗಾಲ 2024–25ನೇ ಸಾಲಿನ ಯೋಜನೆಯ ಅನುದಾನದಲ್ಲಿ ಮುಖ್ಯ ಮಾರುಕಟ್ಟೆ ಪ್ರಾಂಗಣದಲ್ಲಿ ಅಭಿವೃದ್ಧಿ ಕಾಮಗಾರಿಗಳಿಗೆ ಇ-ಟೆಂಡರ್ ಆಹ್ವಾನಿಸಲಾಗಿದೆ. ಅಂದಾಜು ಮೊತ್ತ ರೂ.69,38,860=76 ಇ.ಎಂ.ಡಿ. ಮೊತ್ತ ರೂ.1,38,800=00. ಕರ್ನಾಟಕ ಲೋಕೋಪಯೋಗಿ ಇಲಾಖೆಯಲ್ಲಿ ನೋಂದಾಯಿತರಾದ ಅರ್ಹ ಗುತ್ತಿಗೆದಾರರಿಂದ ಟೆಂಡರ್ ಆಹ್ವಾನಿಸಲಾಗಿದೆ. Standard Tender Documents KW-3 Clause-3 (with latest amendments). ಟೆಂಡರ್ ಪ್ರಕಟಣೆ ದಿನಾಂಕ: 13–10–2025 ರಂದು ಸಂಜೆ 4:30 ರವರೆಗೆ, ತಾಂತ್ರಿಕ ಬಿಡ್ ತೆರೆಯುವ ದಿನಾಂಕ: 18.10.2025 ಸಂಜೆ 4:30 ಕ್ಕೆ. ಹೆಚ್ಚಿನ ವಿವರಗಳಿಗೆ www.kppp.karnataka.gov.in ವೆಬ್‌ಸೈಟ್‌ನಲ್ಲಿ ಪರಿಶೀಲಿಸಬಹುದು. ಯಾವುದೇ ಕಾರಣ ನೀಡದೆ ಟೆಂಡರ್ ರದ್ದುಪಡಿಸುವ ಹಕ್ಕನ್ನು ಸಮಿತಿ ಕಾಯ್ದಿರಿಸಿದೆ.	[602, 1496, 949, 1628]
table-cell-sl-text: 5	[984, 1559, 991, 1572]
table-row	[979, 1851, 1494, 1915]
court-notice	[46, 1428, 200, 2326]
prize-4-heading: 4th Prize Rs.5,00,000/- [5 Lakh]	[218, 678, 438, 693]
header-date: 5 ಅಕ್ಟೋಬರ್ 2025	[55, 104, 182, 124]
news-cancer-camp	[46, 739, 200, 992]
table-cell-grant	[1005, 1555, 1099, 1632]
work-estimate: Estimate Cost Rs. 9,00,000/-	[1104, 1742, 1276, 1755]
table-cell-sl	[979, 1632, 1006, 1696]
page-number: ೦೯	[630, 123, 745, 161]
table-cell-sl-text: 10	[984, 1919, 998, 1932]
udupi-tender-table	[978, 204, 1494, 311]
table-cell-grant-text: ಅಮೃತ್ 2.0 ಅನುದಾನ	[1010, 1381, 1060, 1409]
tender-email: E-mail:itstaff_ulb_raichura@yahoo.com Website:-www.raichurcity.gov.in	[1044, 1152, 1428, 1165]
table-cell: 3 ತಿಂಗಳು	[1345, 275, 1494, 310]
prize-entry: 3) TC 736078 (KAYAMKULAM)	[218, 361, 370, 374]
table-cell: 6200000.00	[1202, 275, 1277, 310]
table-cell-sl	[979, 1491, 1006, 1555]
tender-ref-no: ಸಂಖ್ಯೆ:ಜಿನಕೋ/ಅಭಿವೃದ್ಧಿ/ಗದಗ/ಎಂ.ಬಿ.ಎಂ.ಇ.ಎಸ್/27/2018–19/Part-2 ದಿನಾಂಕ: 03–10–2025	[602, 876, 935, 901]
registration-mark	[1009, 2342, 1026, 2359]
table-cell-work	[1099, 1555, 1372, 1632]
work-description: Improvement of Culverts 1)Dr. Saleem RMP Clinic 2) Near Nishad house 3) Near Shalam Kirana Shop 4) Near Dawood sab House at Parkota Area of W.No. 12 in Raichur City	[1104, 1559, 1341, 1614]
tender-signature: ಸಹಿ/– ಕಾರ್ಯನಿರ್ವಾಹಕ ಅಭಿಯಂತರರು, ಕ.ನ.ನೀ.ಸ ಮತ್ತು ಒಳಚರಂಡಿ ಮಂಡಳಿ, ಕಾರವಾರ.	[1163, 676, 1494, 689]
court-case-no: Criminal Miscellaneous Case No. 88 /2025	[78, 1479, 189, 1504]
prize-2-list	[218, 329, 577, 484]
prize-entry: 5) TC 355990 (ERNAKULAM)	[218, 567, 365, 580]
prize-entry: 15) TJ 259992 (MANANTHAVADY)	[397, 567, 568, 580]
prize-entry: 7) TH 704850 (PALAKKAD)	[397, 711, 534, 724]
tender-chikkodi	[591, 1823, 960, 2330]
table-cell-grant	[1005, 1696, 1099, 1760]
table-cell-indent-text: DMA/2025-26/ WS/WORK_ INDENT40564/ Call-3	[1377, 1636, 1484, 1691]
work-estimate: Estimate Cost Rs. 3,02,000/-	[1104, 1898, 1276, 1911]
raichur-tender-table	[978, 1293, 1494, 2100]
tender-body: ಚಿಕ್ಕೋಡಿ ಪುರಸಭೆ ವ್ಯಾಪ್ತಿಯಲ್ಲಿ ಬರುವ ಅಮೃತ (ಅಮೃತ-2.0) ಅನುದಾನದಲ್ಲಿ ಅಭಿವೃದ್ಧಿ ಕಾಮಗಾರಿಗಳನ್ನು ಕೈಗೊಳ್ಳಲು ಸದರಿ Manufacturer or Authorized Dealer or Supplier ಮತ್ತು ನೋಂದಾಯಿತ ಗುತ್ತಿಗೆದಾರರಿಂದ KW-3 ಮಾದರಿಯಲ್ಲಿ ಟೆಂಡರ್ ಆಹ್ವಾನಿಸಲಾಗಿದೆ. ಅಂದಾಜು ಮೊತ್ತ ರೂ. 75.00 ಲಕ್ಷ. ಅ.ನಂ.1 ವಿವರ : ಹಾಲಿ ಟೆಂಡರ್‌ಗಳನ್ನು On line ಮುಖಾಂತರ ಡೌನ್‌ಲೋಡ್ ಮಾಡುವ ದಿನಾಂಕ :03.10.2025 ಅ.ನಂ.2 ವಿವರ : ಭರ್ತಿ ಮಾಡಿದ ಟೆಂಡರ್‌ಗಳನ್ನು On line ಮುಖಾಂತರ ಸ್ವೀಕರಿಸುವ ಕೊನೆಯ ದಿನಾಂಕ ಮತ್ತು ಸಮಯ :23.10.2025 @ 4.00 PM ಅ.ನಂ.3 ವಿವರ : Technical Bid ನ್ನು ತೆರೆಯುವ ದಿನಾಂಕ ಮತ್ತು ಸಮಯ :25.10.2025 @ 4.00 PM ಅ.ನಂ.4 ವಿವರ : Financial Bid ನ್ನು ತೆರೆಯುವ ದಿನಾಂಕ ಮತ್ತು ಸಮಯ :27.10.2025 @ 11.00 AM ಅ.ನಂ.5 ವಿವರ : Number of days to extend 2 ದಿನಗಳು. ಹೆಚ್ಚಿನ ವಿವರಗಳಿಗೆ ಈ ಕಾರ್ಯಾಲಯದ ವೇಳೆಯಲ್ಲಿ ಸಂಪರ್ಕಿಸಬಹುದು ಅಥವಾ ಈ-ಪ್ರೊಕ್ಯೂರ್‌ಮೆಂಟ್ ವೆಬ್ ಸೈಟ್ www.eproc.karnataka.gov.in ಹಾಗೂ ಈ ಕಾರ್ಯಾಲಯದ ವೆಬ್ ಸೈಟ್ www.chikkoditown.mrc.gov.in ರಿಂದ ಮಾಹಿತಿ ಪಡೆಯಬಹುದಾಗಿದೆ.	[602, 1925, 949, 2121]
prize-entry: 15) TK 459300 (KOTTAYAM)	[397, 392, 540, 405]
table-cell-grant-text: 2023–24 15ನೇ ಹಣಕಾಸು ಅನುದಾನದಲ್ಲಿ	[1010, 1700, 1084, 1741]
table-cell-sl-text: 3	[984, 1431, 991, 1444]
table-row	[979, 1555, 1494, 1632]
prize-entry: 2) TA 774395 (ERNAKULAM)	[218, 521, 364, 534]
prize-entry: 10) TG 733332 (KOZHIKKODE)	[218, 470, 376, 483]
lottery-results	[211, 161, 584, 2334]
prize-3-heading: 3rd Prize Rs.50,00,000/- [50 Lakh]	[218, 488, 455, 503]
work-estimate: Estimate Cost Rs. 7,65,000/-	[1104, 1975, 1276, 1988]
table-cell-grant-text: ಮಹಾನಗರ ಪಾಲಿಕೆ ಅನುದಾನದಲ್ಲಿ	[1010, 1919, 1076, 1946]
table-cell-sl-text: 9	[984, 1855, 991, 1868]
tender-signatures	[978, 316, 1494, 330]
tender-phone: Phone No:08532-226768 Fax No:08532-226316	[1108, 1167, 1365, 1180]
prize-entry: 6) TG 268085 (PALAKKAD)	[397, 792, 534, 805]
table-cell-work	[1099, 1696, 1372, 1760]
work-estimate: Estimate Cost Rs. 12,00,000/-	[1104, 1834, 1284, 1847]
prize-entry: 2) TB 659893 (KANNUR)	[218, 345, 344, 359]
registration-mark	[46, 2342, 63, 2359]
prize-entry: 2) TB 510517 (ADOOR)	[218, 711, 339, 724]
table-cell: DMA/2025-26/OW/WORK_INDENT50043	[1010, 240, 1203, 275]
table-row	[979, 1632, 1494, 1696]
table-cell-grant	[1005, 1760, 1099, 1852]
tender-dipr-ref: ವಾ.ಸ.ಇ/ಚಾ.ನಗರ/ಆ.ಓ.ನಂ/386/2025-26	[602, 1665, 740, 1676]
table-cell: 145500.00	[1277, 240, 1345, 275]
prize-entry: 2) TB 741704 (THRISSUR)	[218, 808, 352, 821]
work-description: Construction of Public Toilet at Ward No 21 Behind Melrose School Devi Nagar in Raichur City (Continuation Work)	[1104, 1495, 1347, 1536]
tender-kuwsdb-karwar	[968, 384, 1505, 1098]
tender-signature-president: ಸಹಿ/– ಅಧ್ಯಕ್ಷರು ಉಡುಪಿ ನಗರಸಭೆ	[978, 317, 1100, 330]
table-cell-sl	[979, 1328, 1006, 1377]
paper-tagline: ರಾಷ್ಟ್ರ ಚಿಂತನೆಯ ಪತ್ರಿಕೆ	[833, 108, 895, 119]
tender-signature-secretary: ಸಹಿ/– ಕಾರ್ಯದರ್ಶಿ ಕೃ.ಉ.ಮಾ.ಸ. ಕೊಳ್ಳೇಗಾಲ	[620, 1635, 740, 1661]
table-cell-grant	[1005, 1632, 1099, 1696]
prize-entry: 7) TD 235591 (THRISSUR)	[218, 598, 353, 611]
tender-office: ರಾಯಚೂರು ಮಹಾನಗರ ಪಾಲಿಕೆ	[1155, 1132, 1318, 1152]
prize-1-heading: 1st Prize Rs.25,00,00,000/- [Rs.25 Crores]	[218, 223, 509, 239]
table-row	[979, 1696, 1494, 1760]
prize-8-heading: 8th Prize Rs.1,000/-	[218, 1191, 355, 1206]
table-cell-sl	[979, 1851, 1006, 1915]
kuwsdb-header	[978, 393, 1494, 440]
table-header-cell: ಕಾಮಗಾರಿಗಳ ವಿವರ	[1010, 204, 1203, 240]
tender-pwd-bagalkot	[591, 165, 960, 795]
prize-entry: 13) TH 784272 (KANNUR)	[397, 361, 531, 374]
tender-raichur-city	[968, 1106, 1505, 2303]
prize-entry: 9) TG 307775 (PALAKKAD)	[218, 455, 356, 468]
table-cell-indent-text: DMA/2025-26/ OW/ WORK_ INDENT50048	[1377, 1764, 1481, 1805]
